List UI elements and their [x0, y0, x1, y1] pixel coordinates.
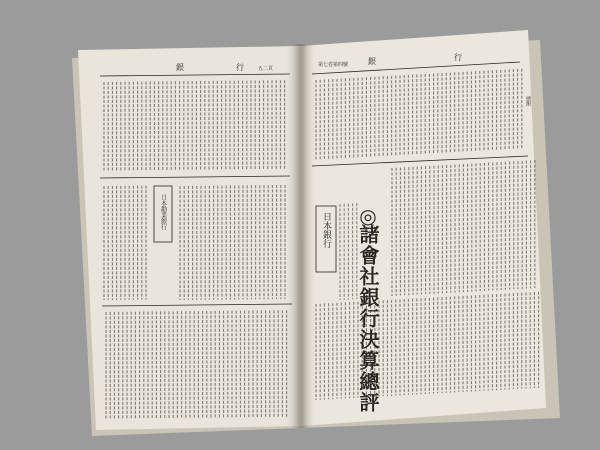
right-running-head-right: 行 [454, 53, 462, 62]
gutter-shadow [286, 44, 316, 428]
right-side-note: 總額 [525, 96, 531, 106]
left-running-head: 銀 [176, 63, 184, 72]
left-issue-marker: 五二頁 [258, 66, 274, 72]
feature-mark: ◎ [356, 204, 380, 228]
right-box-label: 日本銀行 [321, 212, 331, 248]
left-box-label-top: 日本勸業銀行 [159, 194, 167, 230]
left-running-head-right: 行 [236, 63, 244, 72]
right-running-head: 銀 [368, 57, 376, 66]
right-running-head-left: 第七卷第四號 [318, 62, 349, 68]
feature-title: 諸會社銀行決算總評 [356, 224, 380, 413]
